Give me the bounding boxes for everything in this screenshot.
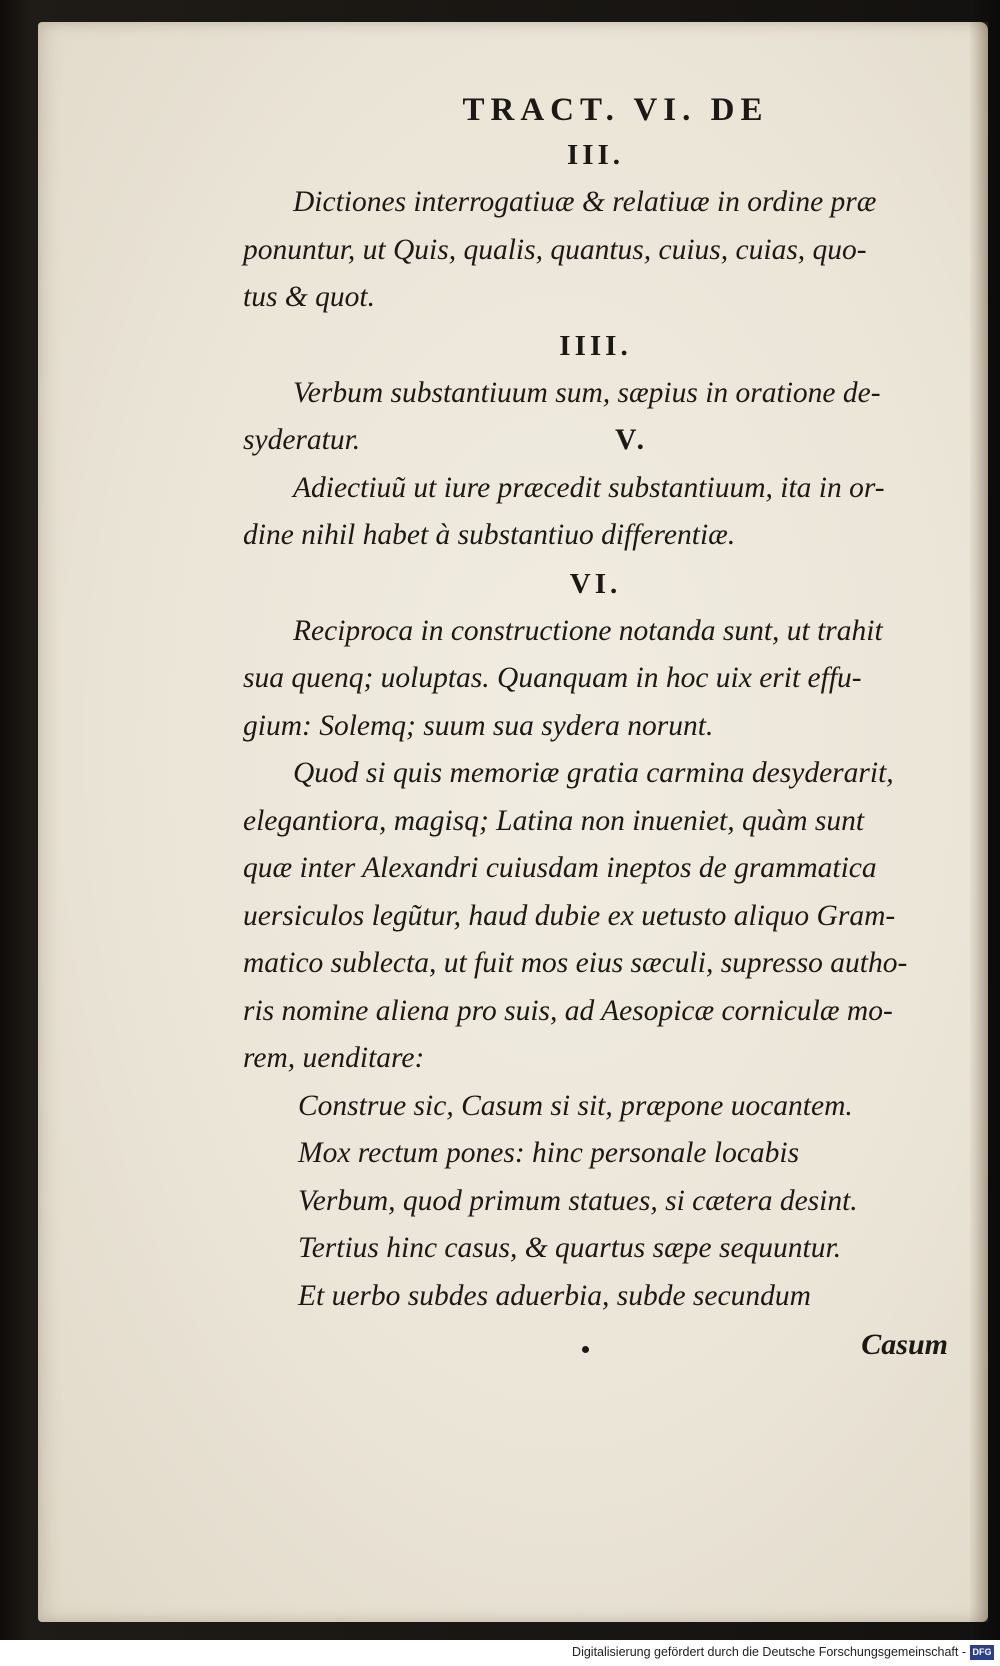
footer-credit: Digitalisierung gefördert durch die Deutsche Forschungsgemeinschaft - bbox=[572, 1645, 966, 1659]
text-line: ris nomine aliena pro suis, ad Aesopicæ corniculæ mo- bbox=[243, 994, 893, 1027]
text-line: elegantiora, magisq; Latina non inueniet, quàm sunt bbox=[243, 804, 865, 837]
text-line: ponuntur, ut Quis, qualis, quantus, cuius, cuias, quo- bbox=[243, 233, 867, 266]
digitization-footer bbox=[0, 1640, 1000, 1666]
text-line: matico sublecta, ut fuit mos eius sæculi, supresso autho- bbox=[243, 947, 908, 979]
text-line: Verbum substantiuum sum, sæpius in oratione de- bbox=[293, 376, 881, 409]
verse-line: Verbum, quod primum statues, si cætera desint. bbox=[298, 1184, 858, 1217]
text-line: sua quenq; uoluptas. Quanquam in hoc uix erit effu- bbox=[243, 662, 862, 694]
text-line: syderatur. bbox=[243, 424, 361, 456]
section-3-paragraph bbox=[243, 179, 948, 322]
text-line: Adiectiuũ ut iure præcedit substantiuum, ita in or- bbox=[293, 471, 885, 504]
section-number-4: IIII. bbox=[559, 329, 632, 362]
running-head: TRACT. VI. DE bbox=[462, 92, 769, 128]
closing-paragraph bbox=[243, 750, 948, 1083]
verse-block bbox=[243, 1083, 948, 1321]
catchword: Casum bbox=[861, 1328, 948, 1361]
text-line: Dictiones interrogatiuæ & relatiuæ in ordine præ bbox=[293, 186, 877, 218]
section-6-paragraph bbox=[243, 608, 948, 751]
text-line: tus & quot. bbox=[243, 281, 375, 313]
verse-line: Et uerbo subdes aduerbia, subde secundum bbox=[298, 1279, 811, 1312]
text-line: quæ inter Alexandri cuiusdam ineptos de grammatica bbox=[243, 852, 877, 884]
text-line: rem, uenditare: bbox=[243, 1042, 425, 1074]
section-4-paragraph bbox=[243, 370, 948, 418]
section-number-3: III. bbox=[566, 139, 625, 171]
section-4-end-and-number-5 bbox=[243, 417, 948, 465]
book-page bbox=[38, 22, 988, 1622]
verse-line: Mox rectum pones: hinc personale locabis bbox=[298, 1137, 800, 1169]
section-5-paragraph bbox=[243, 465, 948, 560]
dfg-logo: DFG bbox=[970, 1645, 994, 1660]
page-text-block bbox=[243, 92, 948, 1370]
text-line: Reciproca in constructione notanda sunt, ut trahit bbox=[293, 614, 883, 647]
text-line: Quod si quis memoriæ gratia carmina desyderarit, bbox=[293, 757, 894, 789]
verse-line: Construe sic, Casum si sit, præpone uocantem. bbox=[298, 1089, 853, 1122]
text-line: gium: Solemq; suum sua sydera norunt. bbox=[243, 709, 714, 742]
section-number-6: VI. bbox=[569, 567, 622, 600]
signature-dot bbox=[582, 1346, 589, 1353]
page-gutter-shadow bbox=[970, 22, 988, 1622]
section-number-5: V. bbox=[615, 424, 648, 456]
text-line: uersiculos legũtur, haud dubie ex uetusto aliquo Gram- bbox=[243, 899, 896, 932]
verse-line: Tertius hinc casus, & quartus sæpe sequuntur. bbox=[298, 1232, 842, 1264]
text-line: dine nihil habet à substantiuo differentiæ. bbox=[243, 519, 736, 551]
